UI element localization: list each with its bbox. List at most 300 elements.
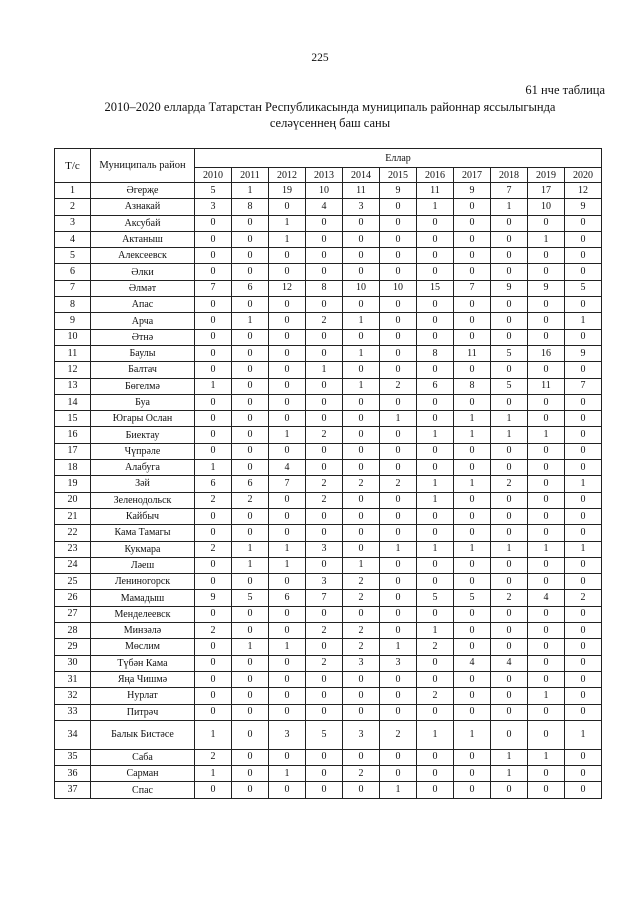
value-cell: 2: [306, 427, 343, 443]
value-cell: 0: [195, 313, 232, 329]
value-cell: 1: [195, 766, 232, 782]
value-cell: 10: [528, 199, 565, 215]
value-cell: 0: [491, 329, 528, 345]
value-cell: 0: [306, 671, 343, 687]
value-cell: 0: [565, 427, 602, 443]
value-cell: 0: [454, 782, 491, 798]
value-cell: 0: [380, 329, 417, 345]
value-cell: 0: [306, 231, 343, 247]
value-cell: 0: [417, 297, 454, 313]
value-cell: 0: [528, 606, 565, 622]
value-cell: 1: [343, 557, 380, 573]
value-cell: 9: [565, 345, 602, 361]
table-row: [55, 411, 602, 427]
row-number: 21: [55, 508, 91, 524]
header-year: 2016: [417, 168, 454, 183]
value-cell: 0: [565, 525, 602, 541]
table-row: [55, 476, 602, 492]
value-cell: 0: [232, 704, 269, 720]
value-cell: 2: [491, 476, 528, 492]
value-cell: 0: [528, 639, 565, 655]
value-cell: 0: [269, 411, 306, 427]
value-cell: 1: [232, 541, 269, 557]
district-name: Әгерҗе: [91, 183, 195, 199]
value-cell: 0: [528, 264, 565, 280]
value-cell: 0: [454, 623, 491, 639]
value-cell: 0: [528, 476, 565, 492]
value-cell: 0: [306, 766, 343, 782]
value-cell: 2: [343, 574, 380, 590]
value-cell: 1: [269, 427, 306, 443]
value-cell: 9: [454, 183, 491, 199]
value-cell: 0: [417, 606, 454, 622]
value-cell: 0: [454, 248, 491, 264]
value-cell: 6: [232, 280, 269, 296]
value-cell: 0: [232, 460, 269, 476]
table-row: [55, 345, 602, 361]
table-row: [55, 427, 602, 443]
value-cell: 0: [195, 231, 232, 247]
value-cell: 0: [195, 411, 232, 427]
value-cell: 1: [417, 492, 454, 508]
value-cell: 1: [417, 720, 454, 749]
table-title: [40, 99, 620, 131]
table-row: [55, 623, 602, 639]
value-cell: 0: [417, 749, 454, 765]
value-cell: 0: [454, 749, 491, 765]
value-cell: 8: [306, 280, 343, 296]
value-cell: 0: [528, 655, 565, 671]
value-cell: 2: [195, 541, 232, 557]
row-number: 25: [55, 574, 91, 590]
value-cell: 1: [195, 378, 232, 394]
value-cell: 1: [565, 720, 602, 749]
value-cell: 0: [343, 460, 380, 476]
value-cell: 0: [269, 574, 306, 590]
value-cell: 5: [417, 590, 454, 606]
value-cell: 1: [232, 557, 269, 573]
value-cell: 0: [454, 508, 491, 524]
value-cell: 0: [528, 525, 565, 541]
header-district: Муниципаль район: [91, 149, 195, 183]
value-cell: 0: [343, 264, 380, 280]
value-cell: 0: [306, 525, 343, 541]
table-row: [55, 766, 602, 782]
row-number: 7: [55, 280, 91, 296]
value-cell: 12: [269, 280, 306, 296]
value-cell: 0: [269, 394, 306, 410]
value-cell: 8: [454, 378, 491, 394]
value-cell: 0: [565, 394, 602, 410]
value-cell: 0: [306, 411, 343, 427]
value-cell: 0: [454, 766, 491, 782]
value-cell: 0: [343, 508, 380, 524]
value-cell: 0: [343, 248, 380, 264]
table-body: [55, 183, 602, 799]
value-cell: 0: [306, 248, 343, 264]
value-cell: 0: [306, 557, 343, 573]
value-cell: 7: [565, 378, 602, 394]
value-cell: 0: [528, 492, 565, 508]
district-name: Буа: [91, 394, 195, 410]
header-year: 2011: [232, 168, 269, 183]
district-name: Зеленодольск: [91, 492, 195, 508]
value-cell: 0: [343, 671, 380, 687]
value-cell: 0: [232, 606, 269, 622]
table-row: [55, 720, 602, 749]
value-cell: 0: [454, 704, 491, 720]
value-cell: 0: [306, 215, 343, 231]
value-cell: 0: [195, 574, 232, 590]
value-cell: 1: [232, 313, 269, 329]
value-cell: 0: [491, 704, 528, 720]
value-cell: 2: [491, 590, 528, 606]
value-cell: 0: [417, 557, 454, 573]
value-cell: 0: [491, 508, 528, 524]
district-name: Кама Тамагы: [91, 525, 195, 541]
value-cell: 0: [232, 443, 269, 459]
value-cell: 0: [380, 460, 417, 476]
value-cell: 0: [269, 248, 306, 264]
value-cell: 1: [491, 411, 528, 427]
value-cell: 0: [195, 362, 232, 378]
table-row: [55, 248, 602, 264]
value-cell: 1: [454, 720, 491, 749]
table-row: [55, 574, 602, 590]
value-cell: 0: [454, 557, 491, 573]
row-number: 14: [55, 394, 91, 410]
header-year: 2012: [269, 168, 306, 183]
table-row: [55, 655, 602, 671]
value-cell: 0: [565, 362, 602, 378]
value-cell: 0: [232, 378, 269, 394]
district-name: Мамадыш: [91, 590, 195, 606]
row-number: 12: [55, 362, 91, 378]
value-cell: 0: [195, 427, 232, 443]
row-number: 26: [55, 590, 91, 606]
value-cell: 1: [195, 460, 232, 476]
row-number: 8: [55, 297, 91, 313]
value-cell: 0: [380, 606, 417, 622]
value-cell: 0: [232, 782, 269, 798]
district-name: Кайбыч: [91, 508, 195, 524]
value-cell: 0: [306, 749, 343, 765]
value-cell: 0: [528, 460, 565, 476]
table-row: [55, 443, 602, 459]
district-name: Нурлат: [91, 688, 195, 704]
value-cell: 0: [565, 655, 602, 671]
value-cell: 0: [528, 362, 565, 378]
value-cell: 3: [343, 199, 380, 215]
row-number: 31: [55, 671, 91, 687]
value-cell: 1: [565, 476, 602, 492]
value-cell: 0: [454, 362, 491, 378]
value-cell: 11: [417, 183, 454, 199]
value-cell: 1: [232, 183, 269, 199]
district-name: Яңа Чишмә: [91, 671, 195, 687]
value-cell: 0: [269, 623, 306, 639]
value-cell: 2: [195, 492, 232, 508]
district-name: Апас: [91, 297, 195, 313]
value-cell: 2: [306, 476, 343, 492]
value-cell: 0: [417, 704, 454, 720]
value-cell: 0: [343, 782, 380, 798]
value-cell: 0: [306, 688, 343, 704]
value-cell: 0: [380, 590, 417, 606]
value-cell: 0: [343, 525, 380, 541]
value-cell: 0: [528, 411, 565, 427]
value-cell: 0: [491, 394, 528, 410]
value-cell: 0: [565, 574, 602, 590]
value-cell: 0: [195, 525, 232, 541]
value-cell: 0: [528, 671, 565, 687]
value-cell: 11: [343, 183, 380, 199]
value-cell: 1: [269, 557, 306, 573]
title-line-1: 2010–2020 елларда Татарстан Республикасында муниципаль районнар яссылыгында: [104, 100, 556, 114]
value-cell: 0: [454, 492, 491, 508]
value-cell: 0: [306, 264, 343, 280]
row-number: 3: [55, 215, 91, 231]
value-cell: 9: [195, 590, 232, 606]
table-row: [55, 199, 602, 215]
value-cell: 0: [380, 508, 417, 524]
value-cell: 2: [306, 623, 343, 639]
row-number: 32: [55, 688, 91, 704]
header-year: 2017: [454, 168, 491, 183]
value-cell: 0: [491, 782, 528, 798]
district-name: Сарман: [91, 766, 195, 782]
value-cell: 6: [195, 476, 232, 492]
value-cell: 0: [343, 606, 380, 622]
value-cell: 2: [380, 378, 417, 394]
title-line-2: селәүсеннең баш саны: [269, 116, 391, 130]
value-cell: 0: [417, 525, 454, 541]
value-cell: 2: [306, 655, 343, 671]
table-row: [55, 671, 602, 687]
value-cell: 0: [269, 508, 306, 524]
value-cell: 0: [491, 606, 528, 622]
value-cell: 0: [269, 782, 306, 798]
value-cell: 0: [454, 688, 491, 704]
value-cell: 0: [565, 749, 602, 765]
value-cell: 7: [306, 590, 343, 606]
value-cell: 0: [528, 443, 565, 459]
row-number: 16: [55, 427, 91, 443]
row-number: 23: [55, 541, 91, 557]
row-number: 9: [55, 313, 91, 329]
value-cell: 1: [491, 541, 528, 557]
value-cell: 0: [306, 329, 343, 345]
value-cell: 7: [269, 476, 306, 492]
row-number: 30: [55, 655, 91, 671]
value-cell: 1: [565, 541, 602, 557]
value-cell: 0: [195, 443, 232, 459]
value-cell: 0: [380, 574, 417, 590]
value-cell: 2: [417, 688, 454, 704]
value-cell: 0: [528, 394, 565, 410]
value-cell: 2: [380, 476, 417, 492]
value-cell: 0: [232, 655, 269, 671]
row-number: 11: [55, 345, 91, 361]
value-cell: 0: [306, 297, 343, 313]
value-cell: 0: [491, 215, 528, 231]
value-cell: 0: [565, 704, 602, 720]
value-cell: 4: [491, 655, 528, 671]
district-name: Питрәч: [91, 704, 195, 720]
value-cell: 9: [528, 280, 565, 296]
value-cell: 0: [417, 782, 454, 798]
value-cell: 4: [306, 199, 343, 215]
value-cell: 0: [269, 329, 306, 345]
value-cell: 2: [343, 639, 380, 655]
value-cell: 0: [195, 655, 232, 671]
value-cell: 0: [269, 704, 306, 720]
value-cell: 0: [380, 492, 417, 508]
row-number: 4: [55, 231, 91, 247]
value-cell: 0: [565, 688, 602, 704]
value-cell: 5: [565, 280, 602, 296]
table-row: [55, 231, 602, 247]
value-cell: 1: [454, 427, 491, 443]
value-cell: 0: [380, 313, 417, 329]
value-cell: 1: [343, 345, 380, 361]
row-number: 33: [55, 704, 91, 720]
value-cell: 0: [306, 378, 343, 394]
table-row: [55, 541, 602, 557]
table-row: [55, 183, 602, 199]
header-tc: Т/с: [55, 149, 91, 183]
value-cell: 0: [565, 782, 602, 798]
value-cell: 1: [417, 476, 454, 492]
value-cell: 6: [269, 590, 306, 606]
value-cell: 2: [306, 492, 343, 508]
value-cell: 0: [565, 557, 602, 573]
value-cell: 0: [232, 345, 269, 361]
value-cell: 1: [491, 749, 528, 765]
value-cell: 0: [232, 766, 269, 782]
district-name: Аксубай: [91, 215, 195, 231]
value-cell: 0: [343, 231, 380, 247]
district-name: Актаныш: [91, 231, 195, 247]
table-row: [55, 215, 602, 231]
value-cell: 0: [306, 508, 343, 524]
value-cell: 2: [195, 623, 232, 639]
value-cell: 0: [195, 688, 232, 704]
value-cell: 0: [491, 492, 528, 508]
value-cell: 15: [417, 280, 454, 296]
value-cell: 0: [454, 460, 491, 476]
value-cell: 0: [269, 362, 306, 378]
district-name: Биектау: [91, 427, 195, 443]
table-row: [55, 329, 602, 345]
value-cell: 2: [565, 590, 602, 606]
value-cell: 0: [195, 508, 232, 524]
value-cell: 1: [417, 199, 454, 215]
value-cell: 2: [343, 623, 380, 639]
value-cell: 0: [306, 443, 343, 459]
value-cell: 1: [491, 199, 528, 215]
value-cell: 0: [565, 671, 602, 687]
value-cell: 1: [454, 476, 491, 492]
value-cell: 0: [528, 766, 565, 782]
table-row: [55, 394, 602, 410]
value-cell: 0: [491, 639, 528, 655]
value-cell: 0: [491, 248, 528, 264]
value-cell: 0: [528, 248, 565, 264]
row-number: 19: [55, 476, 91, 492]
value-cell: 0: [380, 749, 417, 765]
value-cell: 0: [380, 264, 417, 280]
value-cell: 0: [269, 297, 306, 313]
value-cell: 12: [565, 183, 602, 199]
value-cell: 3: [343, 720, 380, 749]
value-cell: 1: [269, 541, 306, 557]
value-cell: 0: [343, 394, 380, 410]
value-cell: 0: [417, 671, 454, 687]
value-cell: 2: [380, 720, 417, 749]
row-number: 29: [55, 639, 91, 655]
value-cell: 7: [454, 280, 491, 296]
value-cell: 0: [417, 443, 454, 459]
value-cell: 0: [491, 525, 528, 541]
table-header: [55, 149, 602, 183]
value-cell: 0: [380, 623, 417, 639]
value-cell: 0: [195, 671, 232, 687]
row-number: 27: [55, 606, 91, 622]
value-cell: 1: [454, 411, 491, 427]
value-cell: 0: [417, 248, 454, 264]
row-number: 5: [55, 248, 91, 264]
value-cell: 0: [195, 248, 232, 264]
row-number: 15: [55, 411, 91, 427]
table-row: [55, 557, 602, 573]
value-cell: 0: [232, 231, 269, 247]
district-name: Саба: [91, 749, 195, 765]
value-cell: 0: [491, 688, 528, 704]
value-cell: 0: [454, 297, 491, 313]
district-name: Зәй: [91, 476, 195, 492]
value-cell: 0: [454, 639, 491, 655]
value-cell: 1: [306, 362, 343, 378]
value-cell: 0: [528, 329, 565, 345]
header-year: 2013: [306, 168, 343, 183]
value-cell: 0: [343, 749, 380, 765]
value-cell: 0: [380, 671, 417, 687]
table-row: [55, 313, 602, 329]
value-cell: 0: [565, 297, 602, 313]
table-row: [55, 297, 602, 313]
value-cell: 2: [306, 313, 343, 329]
value-cell: 1: [195, 720, 232, 749]
value-cell: 0: [380, 231, 417, 247]
value-cell: 9: [565, 199, 602, 215]
value-cell: 1: [380, 541, 417, 557]
table-row: [55, 704, 602, 720]
value-cell: 2: [343, 590, 380, 606]
value-cell: 1: [491, 427, 528, 443]
table-number: 61 нче таблица: [525, 83, 605, 97]
value-cell: 2: [343, 476, 380, 492]
value-cell: 1: [343, 313, 380, 329]
value-cell: 0: [417, 508, 454, 524]
value-cell: 0: [491, 720, 528, 749]
value-cell: 1: [380, 411, 417, 427]
value-cell: 7: [195, 280, 232, 296]
value-cell: 0: [454, 329, 491, 345]
value-cell: 1: [528, 749, 565, 765]
table-row: [55, 460, 602, 476]
value-cell: 0: [565, 639, 602, 655]
